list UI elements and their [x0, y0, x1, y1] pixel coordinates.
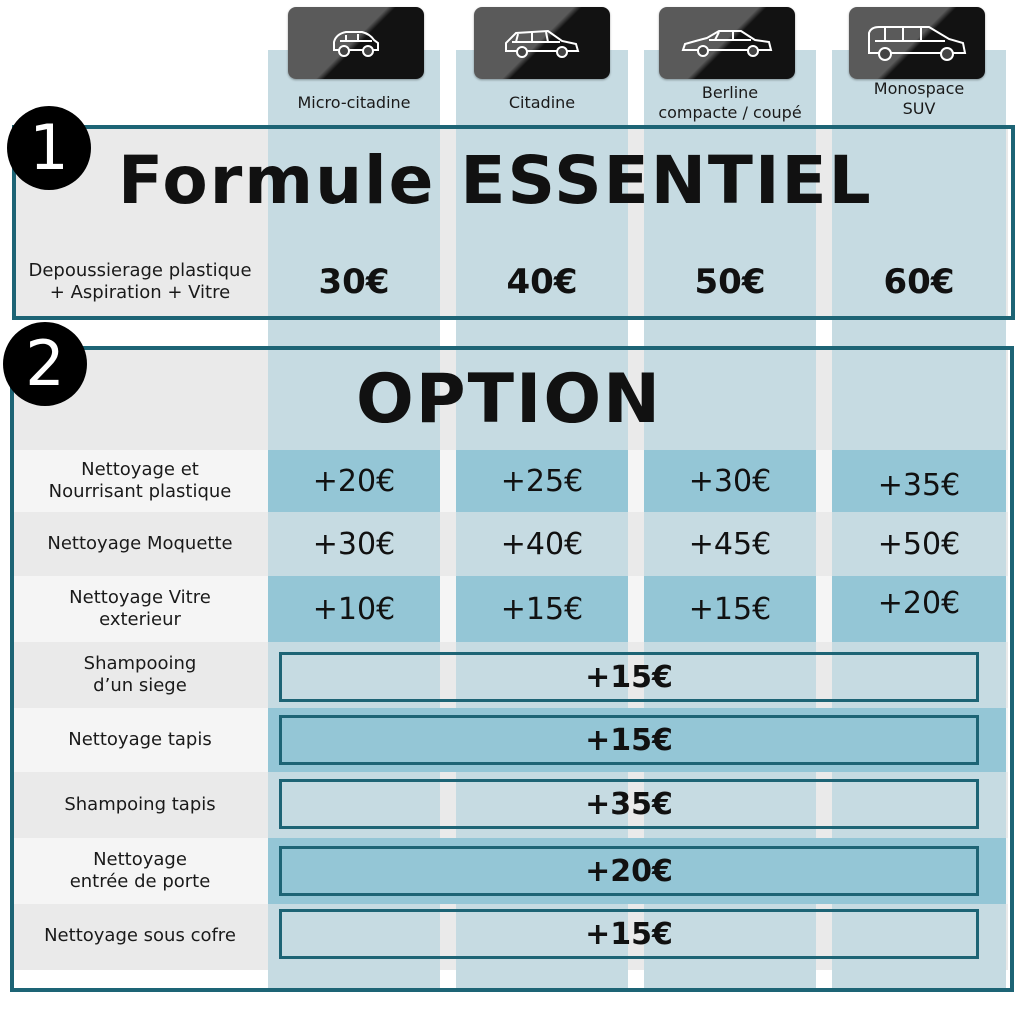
option-label: Nettoyage sous cofre — [44, 925, 236, 946]
option-price-citadine: +40€ — [500, 526, 584, 562]
essentiel-price-micro: 30€ — [318, 262, 390, 302]
option-title: OPTION — [356, 360, 663, 439]
option-price-berline: +15€ — [688, 591, 772, 627]
option-price-monospace: +50€ — [877, 526, 961, 562]
option-label: Shampoing tapis — [64, 794, 216, 815]
option-label: Nettoyage et Nourrisant plastique — [48, 459, 232, 502]
vehicle-label-monospace: Monospace SUV — [873, 79, 965, 118]
option-price-citadine: +25€ — [500, 463, 584, 499]
option-price-monospace: +20€ — [877, 585, 961, 621]
option-label: Nettoyage Vitre exterieur — [69, 587, 211, 630]
vehicle-label-micro: Micro-citadine — [297, 93, 411, 112]
section-badge-1: 1 — [7, 106, 91, 190]
essentiel-price-monospace: 60€ — [883, 262, 955, 302]
sedan-icon — [659, 7, 795, 79]
option-label: Shampooing d’un siege — [83, 653, 197, 696]
essentiel-service-label: Depoussierage plastique + Aspiration + Vitre — [28, 260, 252, 303]
option-flat-price: +15€ — [279, 715, 979, 765]
option-label: Nettoyage tapis — [68, 729, 212, 750]
vehicle-label-citadine: Citadine — [508, 93, 576, 112]
vehicle-label-berline: Berline compacte / coupé — [658, 83, 802, 122]
option-price-berline: +30€ — [688, 463, 772, 499]
city-car-icon — [474, 7, 610, 79]
option-flat-price: +35€ — [279, 779, 979, 829]
option-label: Nettoyage Moquette — [47, 533, 233, 554]
option-price-citadine: +15€ — [500, 591, 584, 627]
essentiel-price-citadine: 40€ — [506, 262, 578, 302]
minivan-icon — [849, 7, 985, 79]
option-price-micro: +20€ — [312, 463, 396, 499]
option-price-micro: +10€ — [312, 591, 396, 627]
option-price-micro: +30€ — [312, 526, 396, 562]
essentiel-title: Formule ESSENTIEL — [118, 142, 873, 219]
option-flat-price: +20€ — [279, 846, 979, 896]
essentiel-price-berline: 50€ — [694, 262, 766, 302]
option-flat-price: +15€ — [279, 909, 979, 959]
option-price-berline: +45€ — [688, 526, 772, 562]
option-flat-price: +15€ — [279, 652, 979, 702]
option-price-monospace: +35€ — [877, 467, 961, 503]
micro-car-icon — [288, 7, 424, 79]
section-badge-2: 2 — [3, 322, 87, 406]
option-label: Nettoyage entrée de porte — [69, 849, 211, 892]
